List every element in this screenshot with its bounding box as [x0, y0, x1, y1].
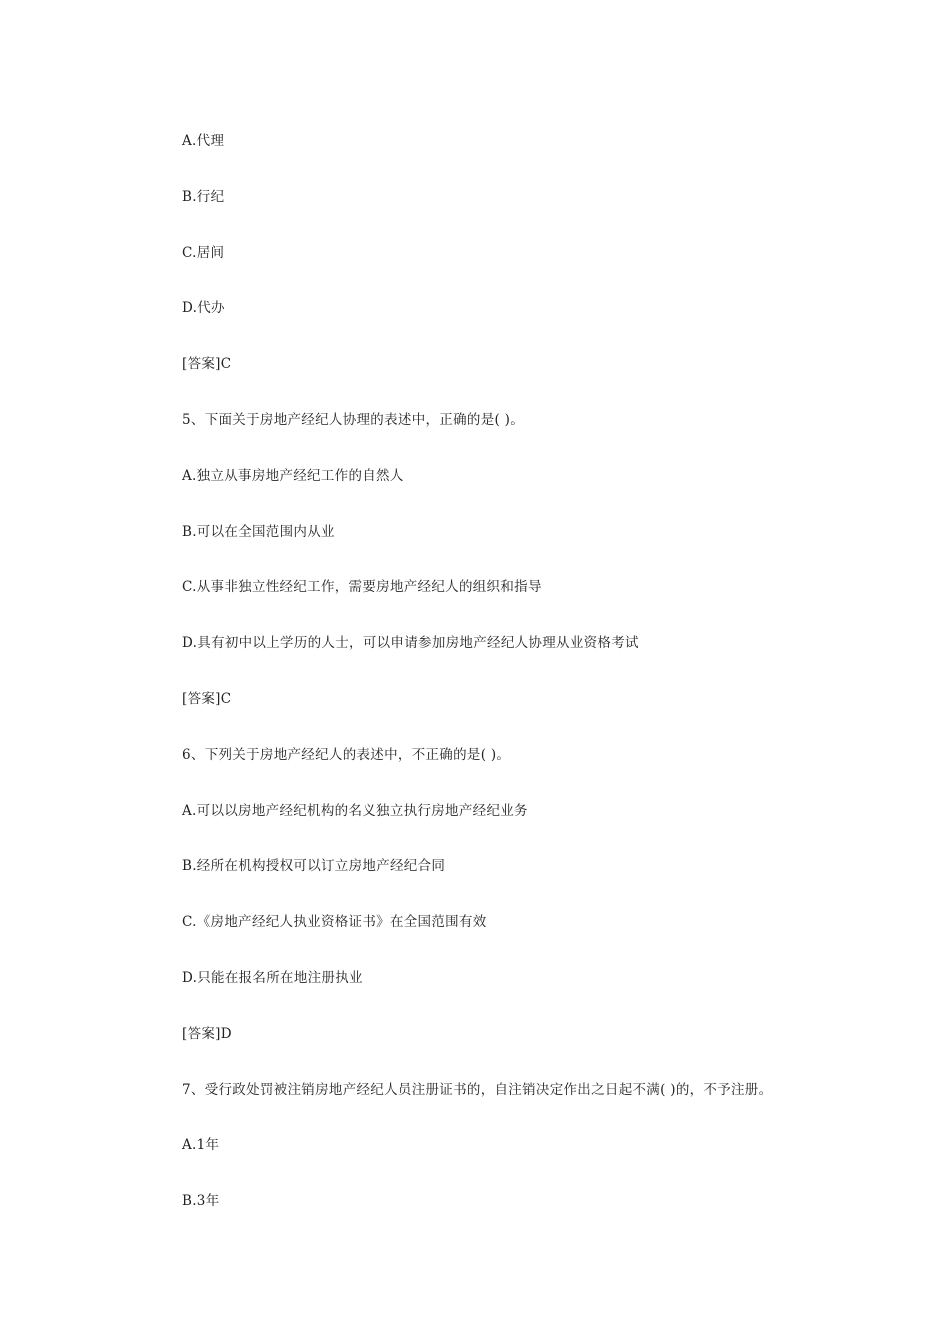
question-7-option-a: A.1年 [182, 1137, 220, 1154]
question-6: 6、下列关于房地产经纪人的表述中，不正确的是( )。 [182, 746, 511, 763]
question-6-option-d: D.只能在报名所在地注册执业 [182, 969, 363, 986]
question-5-option-d: D.具有初中以上学历的人士，可以申请参加房地产经纪人协理从业资格考试 [182, 635, 639, 652]
option-a: A.代理 [182, 133, 225, 149]
question-5: 5、下面关于房地产经纪人协理的表述中，正确的是( )。 [182, 411, 525, 428]
answer: [答案]C [182, 356, 232, 373]
question-5-answer: [答案]C [182, 690, 232, 707]
question-7: 7、受行政处罚被注销房地产经纪人员注册证书的，自注销决定作出之日起不满( )的，不予注册。 [182, 1081, 773, 1098]
question-7-option-b: B.3年 [182, 1193, 220, 1210]
question-6-option-a: A.可以以房地产经纪机构的名义独立执行房地产经纪业务 [182, 802, 528, 819]
question-6-option-b: B.经所在机构授权可以订立房地产经纪合同 [182, 858, 446, 875]
option-b: B.行纪 [182, 188, 225, 205]
question-5-option-c: C.从事非独立性经纪工作，需要房地产经纪人的组织和指导 [182, 579, 542, 596]
question-5-option-b: B.可以在全国范围内从业 [182, 523, 335, 540]
question-6-answer: [答案]D [182, 1025, 232, 1042]
question-5-option-a: A.独立从事房地产经纪工作的自然人 [182, 467, 404, 484]
option-d: D.代办 [182, 300, 225, 317]
document-body [182, 131, 882, 1247]
question-6-option-c: C.《房地产经纪人执业资格证书》在全国范围有效 [182, 914, 487, 931]
option-c: C.居间 [182, 244, 225, 261]
